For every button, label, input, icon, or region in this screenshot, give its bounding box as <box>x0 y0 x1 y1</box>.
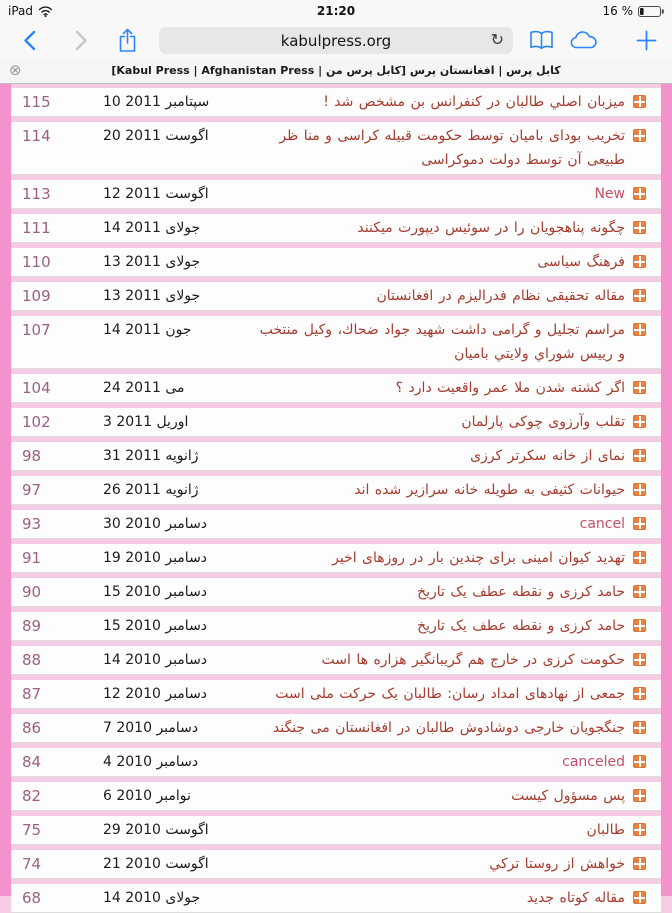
title-cell <box>253 478 661 502</box>
title-cell <box>253 886 661 910</box>
article-title-link[interactable]: طالبان <box>586 822 625 838</box>
grid-icon[interactable] <box>633 255 646 268</box>
article-date: 13 جولای 2011 <box>103 288 201 304</box>
article-date: 26 ژانویه 2011 <box>103 482 199 498</box>
title-cell <box>253 784 661 808</box>
title-cell <box>253 512 661 536</box>
title-cell <box>253 716 661 740</box>
title-cell <box>253 250 661 274</box>
article-title-link[interactable]: تقلب وآرزوی چوکی پارلمان <box>461 414 625 430</box>
grid-icon[interactable] <box>633 187 646 200</box>
article-title-link[interactable]: مراسم تجلیل و گرامی داشت شهید جواد ضحاك، وکیل منتخب و رییس شوراي ولایتي بامیان <box>259 322 625 362</box>
article-date: 4 دسامبر 2010 <box>103 754 199 770</box>
article-title-link[interactable]: canceled <box>562 754 625 770</box>
tab-bar <box>0 58 672 84</box>
article-number-link[interactable]: 82 <box>22 787 42 805</box>
grid-icon[interactable] <box>633 755 646 768</box>
grid-icon[interactable] <box>633 789 646 802</box>
table-row <box>11 578 661 607</box>
title-cell <box>253 318 661 366</box>
article-date: 14 دسامبر 2010 <box>103 652 208 668</box>
reload-icon[interactable]: ↻ <box>490 30 504 49</box>
article-number-link[interactable]: 97 <box>22 481 42 499</box>
page-content <box>0 84 672 907</box>
article-title-link[interactable]: جنگجویان خارجی دوشادوش طالبان در افغانستان می جنگند <box>272 720 625 736</box>
title-cell <box>253 648 661 672</box>
table-row <box>11 88 661 117</box>
article-number-link[interactable]: 93 <box>22 515 42 533</box>
bookmarks-icon[interactable] <box>527 22 555 58</box>
article-title-link[interactable]: حیوانات کثیفی به طویله خانه سرازیر شده اند <box>354 482 625 498</box>
title-cell <box>253 90 661 114</box>
article-number-link[interactable]: 115 <box>22 93 51 111</box>
article-date: 21 اگوست 2010 <box>103 856 209 872</box>
article-date: 30 دسامبر 2010 <box>103 516 208 532</box>
article-number-link[interactable]: 114 <box>22 127 51 145</box>
grid-icon[interactable] <box>633 449 646 462</box>
article-title-link[interactable]: مقاله تحقیقی نظام فدرالیزم در افغانستان <box>376 288 625 304</box>
article-date: 12 اگوست 2011 <box>103 186 209 202</box>
new-tab-icon[interactable] <box>634 22 658 58</box>
article-title-link[interactable]: تخریب بودای بامیان توسط حکومت قبیله کراسی و منا ظر طبیعی آن توسط دولت دموکراسی <box>279 128 625 168</box>
article-date: 13 جولای 2011 <box>103 254 201 270</box>
article-title-link[interactable]: خواهش از روستا ترکي <box>489 856 625 872</box>
article-number-link[interactable]: 110 <box>22 253 51 271</box>
article-date: 29 اگوست 2010 <box>103 822 209 838</box>
article-number-link[interactable]: 102 <box>22 413 51 431</box>
grid-icon[interactable] <box>633 619 646 632</box>
article-title-link[interactable]: مقاله کوتاه جدید <box>526 890 625 906</box>
grid-icon[interactable] <box>633 551 646 564</box>
article-date: 14 جولای 2010 <box>103 890 201 906</box>
article-number-link[interactable]: 113 <box>22 185 51 203</box>
article-title-link[interactable]: حامد کرزی و نقطه عطف یک تاریخ <box>417 618 625 634</box>
right-pink-border <box>661 84 672 896</box>
article-title-link[interactable]: اگر کشته شدن ملا عمر واقعیت دارد ؟ <box>395 380 625 396</box>
title-cell <box>253 182 661 206</box>
table-row <box>11 646 661 675</box>
title-cell <box>253 546 661 570</box>
article-date: 7 دسامبر 2010 <box>103 720 199 736</box>
address-bar[interactable] <box>159 27 513 54</box>
article-date: 12 دسامبر 2010 <box>103 686 208 702</box>
title-cell <box>253 818 661 842</box>
table-row <box>11 214 661 243</box>
table-row <box>11 850 661 879</box>
grid-icon[interactable] <box>633 653 646 666</box>
title-cell <box>253 614 661 638</box>
table-row <box>11 544 661 573</box>
article-number-link[interactable]: 86 <box>22 719 42 737</box>
article-number-link[interactable]: 91 <box>22 549 42 567</box>
table-row <box>11 316 661 369</box>
title-cell <box>253 852 661 876</box>
article-date: 3 اوریل 2011 <box>103 414 189 430</box>
battery-percent-label: 16 % <box>602 4 633 18</box>
article-date: 20 اگوست 2011 <box>103 128 209 144</box>
grid-icon[interactable] <box>633 687 646 700</box>
title-cell <box>253 682 661 706</box>
browser-toolbar <box>0 22 672 58</box>
left-pink-border <box>0 84 11 896</box>
close-tab-icon[interactable]: ⊗ <box>9 61 22 79</box>
title-cell <box>253 444 661 468</box>
table-row <box>11 374 661 403</box>
share-icon[interactable] <box>116 22 138 58</box>
status-bar <box>0 0 672 22</box>
grid-icon[interactable] <box>633 381 646 394</box>
article-date: 24 می 2011 <box>103 380 185 396</box>
article-title-link[interactable]: حکومت کرزی در خارج هم گریبانگیر هزاره ها است <box>321 652 625 668</box>
grid-icon[interactable] <box>633 721 646 734</box>
grid-icon[interactable] <box>633 857 646 870</box>
grid-icon[interactable] <box>633 289 646 302</box>
grid-icon[interactable] <box>633 483 646 496</box>
title-cell <box>253 284 661 308</box>
title-cell <box>253 124 661 172</box>
article-title-link[interactable]: میزبان اصلي طالبان در کنفرانس بن مشخص شد ! <box>323 94 625 110</box>
article-date: 15 دسامبر 2010 <box>103 584 208 600</box>
article-title-link[interactable]: حامد کرزی و نقطه عطف یک تاریخ <box>417 584 625 600</box>
article-title-link[interactable]: cancel <box>579 516 625 532</box>
article-number-link[interactable]: 104 <box>22 379 51 397</box>
forward-button[interactable] <box>72 22 90 58</box>
table-row <box>11 782 661 811</box>
back-button[interactable] <box>20 22 38 58</box>
table-row <box>11 816 661 845</box>
grid-icon[interactable] <box>633 323 646 336</box>
article-title-link[interactable]: تهدید کیوان امینی برای چندین بار در روزهای اخیر <box>332 550 625 566</box>
title-cell <box>253 580 661 604</box>
table-row <box>11 476 661 505</box>
article-number-link[interactable]: 98 <box>22 447 42 465</box>
title-cell <box>253 410 661 434</box>
article-number-link[interactable]: 84 <box>22 753 42 771</box>
article-date: 10 سپتامبر 2011 <box>103 94 210 110</box>
article-number-link[interactable]: 111 <box>22 219 51 237</box>
article-number-link[interactable]: 88 <box>22 651 42 669</box>
table-row <box>11 180 661 209</box>
table-row <box>11 408 661 437</box>
table-row <box>11 680 661 709</box>
article-date: 19 دسامبر 2010 <box>103 550 208 566</box>
table-row <box>11 748 661 777</box>
table-row <box>11 714 661 743</box>
article-title-link[interactable]: فرهنگ سیاسی <box>537 254 625 270</box>
article-date: 6 نوامبر 2010 <box>103 788 191 804</box>
table-row <box>11 884 661 913</box>
article-number-link[interactable]: 87 <box>22 685 42 703</box>
article-number-link[interactable]: 74 <box>22 855 42 873</box>
page-title: کابل پرس | افغانستان پرس [کابل پرس من | Kabul Press | Afghanistan Press] <box>111 64 561 77</box>
title-cell <box>253 376 661 400</box>
article-title-link[interactable]: New <box>594 186 625 202</box>
article-title-link[interactable]: پس مسؤول کیست <box>511 788 625 804</box>
article-date: 31 ژانویه 2011 <box>103 448 199 464</box>
grid-icon[interactable] <box>633 415 646 428</box>
article-number-link[interactable]: 75 <box>22 821 42 839</box>
icloud-tabs-icon[interactable] <box>566 22 600 58</box>
article-date: 14 جولای 2011 <box>103 220 201 236</box>
table-row <box>11 282 661 311</box>
clock: 21:20 <box>316 4 356 18</box>
grid-icon[interactable] <box>633 823 646 836</box>
article-number-link[interactable]: 68 <box>22 889 42 907</box>
title-cell <box>253 750 661 774</box>
grid-icon[interactable] <box>633 221 646 234</box>
grid-icon[interactable] <box>633 517 646 530</box>
grid-icon[interactable] <box>633 585 646 598</box>
grid-icon[interactable] <box>633 95 646 108</box>
article-number-link[interactable]: 109 <box>22 287 51 305</box>
carrier-label: iPad <box>8 4 34 18</box>
article-date: 14 جون 2011 <box>103 322 192 338</box>
table-row <box>11 122 661 175</box>
url-text: kabulpress.org <box>280 31 392 50</box>
article-number-link[interactable]: 89 <box>22 617 42 635</box>
article-title-link[interactable]: نمای از خانه سکرتر کرزی <box>470 448 625 464</box>
table-row <box>11 612 661 641</box>
article-number-link[interactable]: 107 <box>22 321 51 339</box>
article-title-link[interactable]: چگونه پناهجویان را در سوئیس دیپورت میکنند <box>357 220 625 236</box>
table-row <box>11 442 661 471</box>
table-row <box>11 510 661 539</box>
article-date: 15 دسامبر 2010 <box>103 618 208 634</box>
article-number-link[interactable]: 90 <box>22 583 42 601</box>
title-cell <box>253 216 661 240</box>
grid-icon[interactable] <box>633 891 646 904</box>
grid-icon[interactable] <box>633 129 646 142</box>
table-row <box>11 248 661 277</box>
article-title-link[interactable]: جمعی از نهادهای امداد رسان: طالبان یک حرکت ملی است <box>275 686 625 702</box>
